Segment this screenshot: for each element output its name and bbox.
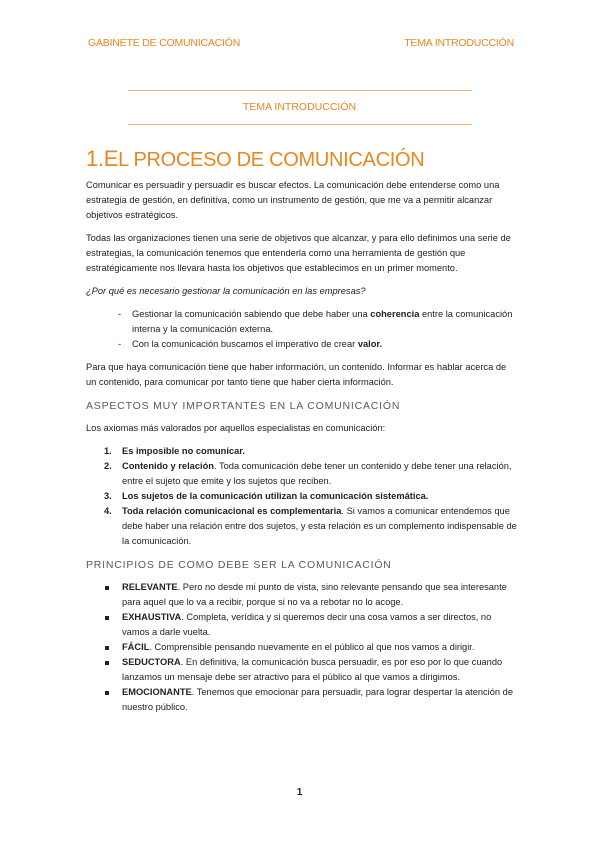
question-line: ¿Por qué es necesario gestionar la comunicación en las empresas? [86,286,366,296]
paragraph-3: Para que haya comunicación tiene que haber información, un contenido. Informar es hablar acerca de un contenido, para comunicar por tanto tiene que haber cierta información. [86,362,507,387]
list-item: - Con la comunicación buscamos el imperativo de crear valor. [86,337,518,352]
divider-bottom [128,124,472,125]
section-heading-aspectos: ASPECTOS MUY IMPORTANTES EN LA COMUNICACIÓN [86,400,401,412]
bullet-square-icon [105,646,109,650]
list-item: 3. Los sujetos de la comunicación utilizan la comunicación sistemática. [104,491,429,501]
page-header [88,37,514,49]
principios-list [86,580,518,715]
title-number: 1. [86,146,104,171]
banner-title: TEMA INTRODUCCIÓN [242,101,357,113]
paragraph-1: Comunicar es persuadir y persuadir es buscar efectos. La comunicación debe entenderse como una estrategia de gestión, en definitiva, como un instrumento de gestión, que me va a permitir alcanzar objetivos estratégicos. [86,180,500,220]
paragraph-2: Todas las organizaciones tienen una serie de objetivos que alcanzar, y para ello definimos una serie de estrategias, la comunicación tenemos que entenderla como una herramienta de gestión que estratégicamente nos llevara hasta los objetivos que establecimos en un primer momento. [86,233,511,273]
header-right: TEMA INTRODUCCIÓN [404,37,514,49]
list-item: 1. Es imposible no comunicar. [104,446,245,456]
title-initial: E [103,146,119,171]
list-item: SEDUCTORA. En definitiva, la comunicación busca persuadir, es por eso por lo que cuando lanzamos un mensaje debe ser atractivo para el público al que vamos a dirigimos. [86,655,518,685]
list-item: 4. Toda relación comunicacional es complementaria. Si vamos a comunicar entendemos que debe haber una relación entre dos sujetos, y esta relación es un complemento indispensable de la comunicación. [104,506,517,546]
section-heading-principios: PRINCIPIOS DE COMO DEBE SER LA COMUNICACIÓN [86,559,392,571]
bullet-square-icon [105,586,109,590]
title-rest: L PROCESO DE COMUNICACIÓN [118,149,425,171]
header-left: GABINETE DE COMUNICACIÓN [88,37,241,49]
list-item: 2. Contenido y relación. Toda comunicación debe tener un contenido y debe tener una relación, entre el sujeto que emite y los sujetos que reciben. [104,461,512,486]
dash-list [86,307,518,352]
document-body [86,146,518,715]
dash-marker: - [118,309,122,319]
axiomas-list [86,444,518,549]
list-item: EMOCIONANTE. Tenemos que emocionar para persuadir, para lograr despertar la atención de nuestro público. [86,685,518,715]
axiomas-intro: Los axiomas más valorados por aquellos especialistas en comunicación: [86,423,386,433]
dash-marker: - [118,339,122,349]
list-item: FÁCIL. Comprensible pensando nuevamente en el público al que nos vamos a dirigir. [86,640,518,655]
divider-top [128,90,472,91]
bullet-square-icon [105,691,109,695]
list-item: RELEVANTE. Pero no desde mi punto de vista, sino relevante pensando que sea interesante para aquel que lo va a recibir, porque si no va a rebotar no lo acoge. [86,580,518,610]
list-item: EXHAUSTIVA. Completa, verídica y si queremos decir una cosa vamos a ser directos, no vamos a darle vuelta. [86,610,518,640]
bullet-square-icon [105,616,109,620]
page-number: 1 [296,787,303,798]
list-item: - Gestionar la comunicación sabiendo que debe haber una coherencia entre la comunicación interna y la comunicación externa. [118,309,513,334]
bullet-square-icon [105,661,109,665]
page-title [86,146,518,172]
